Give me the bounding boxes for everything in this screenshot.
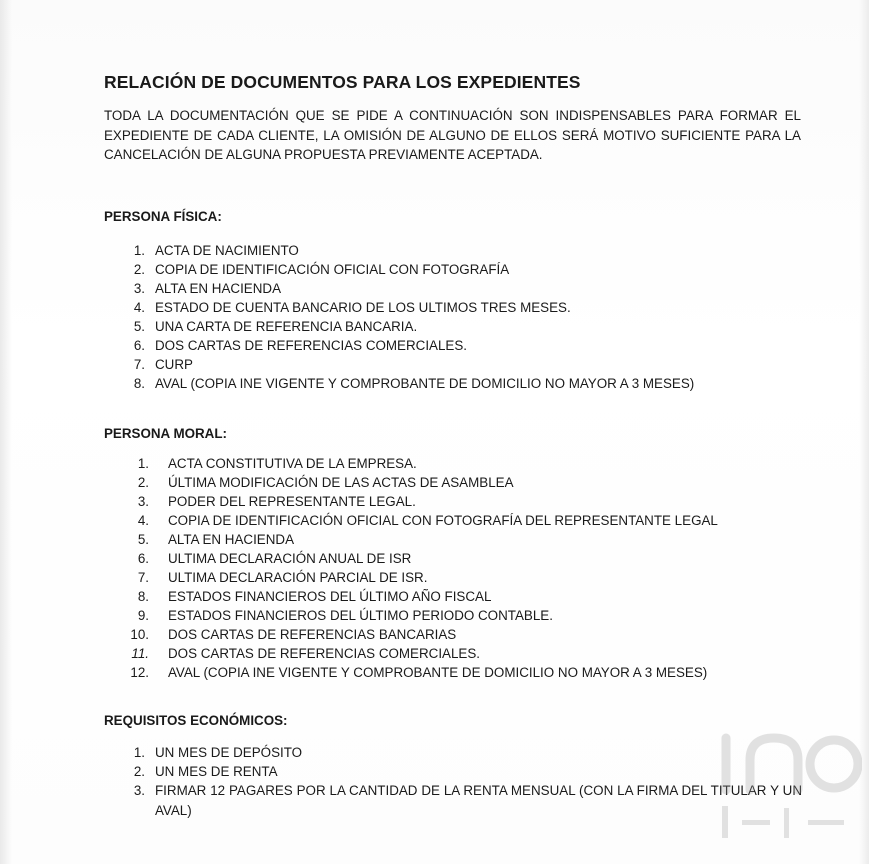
item-number: 1. <box>137 456 149 471</box>
item-text: ESTADO DE CUENTA BANCARIO DE LOS ULTIMOS TRES MESES. <box>155 300 571 315</box>
item-text: ALTA EN HACIENDA <box>168 532 294 547</box>
item-number: 7. <box>133 357 145 372</box>
item-text-line: FIRMAR 12 PAGARES POR LA CANTIDAD DE LA RENTA MENSUAL (CON LA FIRMA DEL TITULAR Y UN <box>155 783 802 798</box>
intro-line: TODA LA DOCUMENTACIÓN QUE SE PIDE A CONTINUACIÓN SON INDISPENSABLES PARA FORMAR EL <box>104 108 801 123</box>
item-text: ALTA EN HACIENDA <box>155 281 281 296</box>
item-text: ESTADOS FINANCIEROS DEL ÚLTIMO PERIODO CONTABLE. <box>168 608 553 623</box>
item-number: 4. <box>133 300 145 315</box>
item-number: 3. <box>137 494 149 509</box>
item-number: 5. <box>133 319 145 334</box>
item-text: UN MES DE DEPÓSITO <box>155 745 303 760</box>
item-text: DOS CARTAS DE REFERENCIAS COMERCIALES. <box>155 338 468 353</box>
item-number: 9. <box>137 608 149 623</box>
intro-line: CANCELACIÓN DE ALGUNA PROPUESTA PREVIAMENTE ACEPTADA. <box>104 147 543 162</box>
document-title: RELACIÓN DE DOCUMENTOS PARA LOS EXPEDIENTES <box>104 72 581 92</box>
item-text: UN MES DE RENTA <box>155 764 278 779</box>
item-text: ACTA CONSTITUTIVA DE LA EMPRESA. <box>168 456 417 471</box>
persona-fisica-heading: PERSONA FÍSICA: <box>104 209 222 224</box>
item-text: ULTIMA DECLARACIÓN ANUAL DE ISR <box>168 551 412 566</box>
item-text: ACTA DE NACIMIENTO <box>155 243 299 258</box>
item-number: 2. <box>133 764 145 779</box>
publisher-watermark-logo-icon <box>712 708 862 848</box>
item-number: 6. <box>133 338 145 353</box>
intro-paragraph <box>104 106 801 165</box>
item-text-line: AVAL) <box>155 802 192 818</box>
item-number: 8. <box>133 376 145 391</box>
item-number: 3. <box>133 281 145 296</box>
item-text: DOS CARTAS DE REFERENCIAS COMERCIALES. <box>168 646 481 661</box>
item-text <box>155 781 802 820</box>
item-text: COPIA DE IDENTIFICACIÓN OFICIAL CON FOTOGRAFÍA <box>155 262 510 277</box>
item-text: CURP <box>155 357 193 372</box>
requisitos-economicos-heading: REQUISITOS ECONÓMICOS: <box>104 713 288 728</box>
intro-line: EXPEDIENTE DE CADA CLIENTE, LA OMISIÓN DE ALGUNO DE ELLOS SERÁ MOTIVO SUFICIENTE PARA LA <box>104 127 801 143</box>
item-number: 12. <box>130 665 149 680</box>
page-shadow-left <box>0 0 12 864</box>
item-text: UNA CARTA DE REFERENCIA BANCARIA. <box>155 319 418 334</box>
item-number: 1. <box>133 243 145 258</box>
item-number: 6. <box>137 551 149 566</box>
item-number: 8. <box>137 589 149 604</box>
item-text: ULTIMA DECLARACIÓN PARCIAL DE ISR. <box>168 570 428 585</box>
item-number: 10. <box>130 627 149 642</box>
item-number: 11. <box>131 646 149 661</box>
item-text: ESTADOS FINANCIEROS DEL ÚLTIMO AÑO FISCAL <box>168 589 492 604</box>
item-text: AVAL (COPIA INE VIGENTE Y COMPROBANTE DE DOMICILIO NO MAYOR A 3 MESES) <box>168 665 708 680</box>
persona-moral-heading: PERSONA MORAL: <box>104 426 227 441</box>
item-number: 1. <box>133 745 145 760</box>
item-text: DOS CARTAS DE REFERENCIAS BANCARIAS <box>168 627 457 642</box>
item-number: 4. <box>137 513 149 528</box>
item-number: 2. <box>133 262 145 277</box>
item-number: 2. <box>137 475 149 490</box>
item-number: 5. <box>137 532 149 547</box>
item-text: ÚLTIMA MODIFICACIÓN DE LAS ACTAS DE ASAMBLEA <box>168 475 514 490</box>
item-number: 7. <box>137 570 149 585</box>
item-number: 3. <box>133 783 145 798</box>
item-text: PODER DEL REPRESENTANTE LEGAL. <box>168 494 416 509</box>
item-text: COPIA DE IDENTIFICACIÓN OFICIAL CON FOTOGRAFÍA DEL REPRESENTANTE LEGAL <box>168 513 718 528</box>
item-text: AVAL (COPIA INE VIGENTE Y COMPROBANTE DE DOMICILIO NO MAYOR A 3 MESES) <box>155 376 695 391</box>
